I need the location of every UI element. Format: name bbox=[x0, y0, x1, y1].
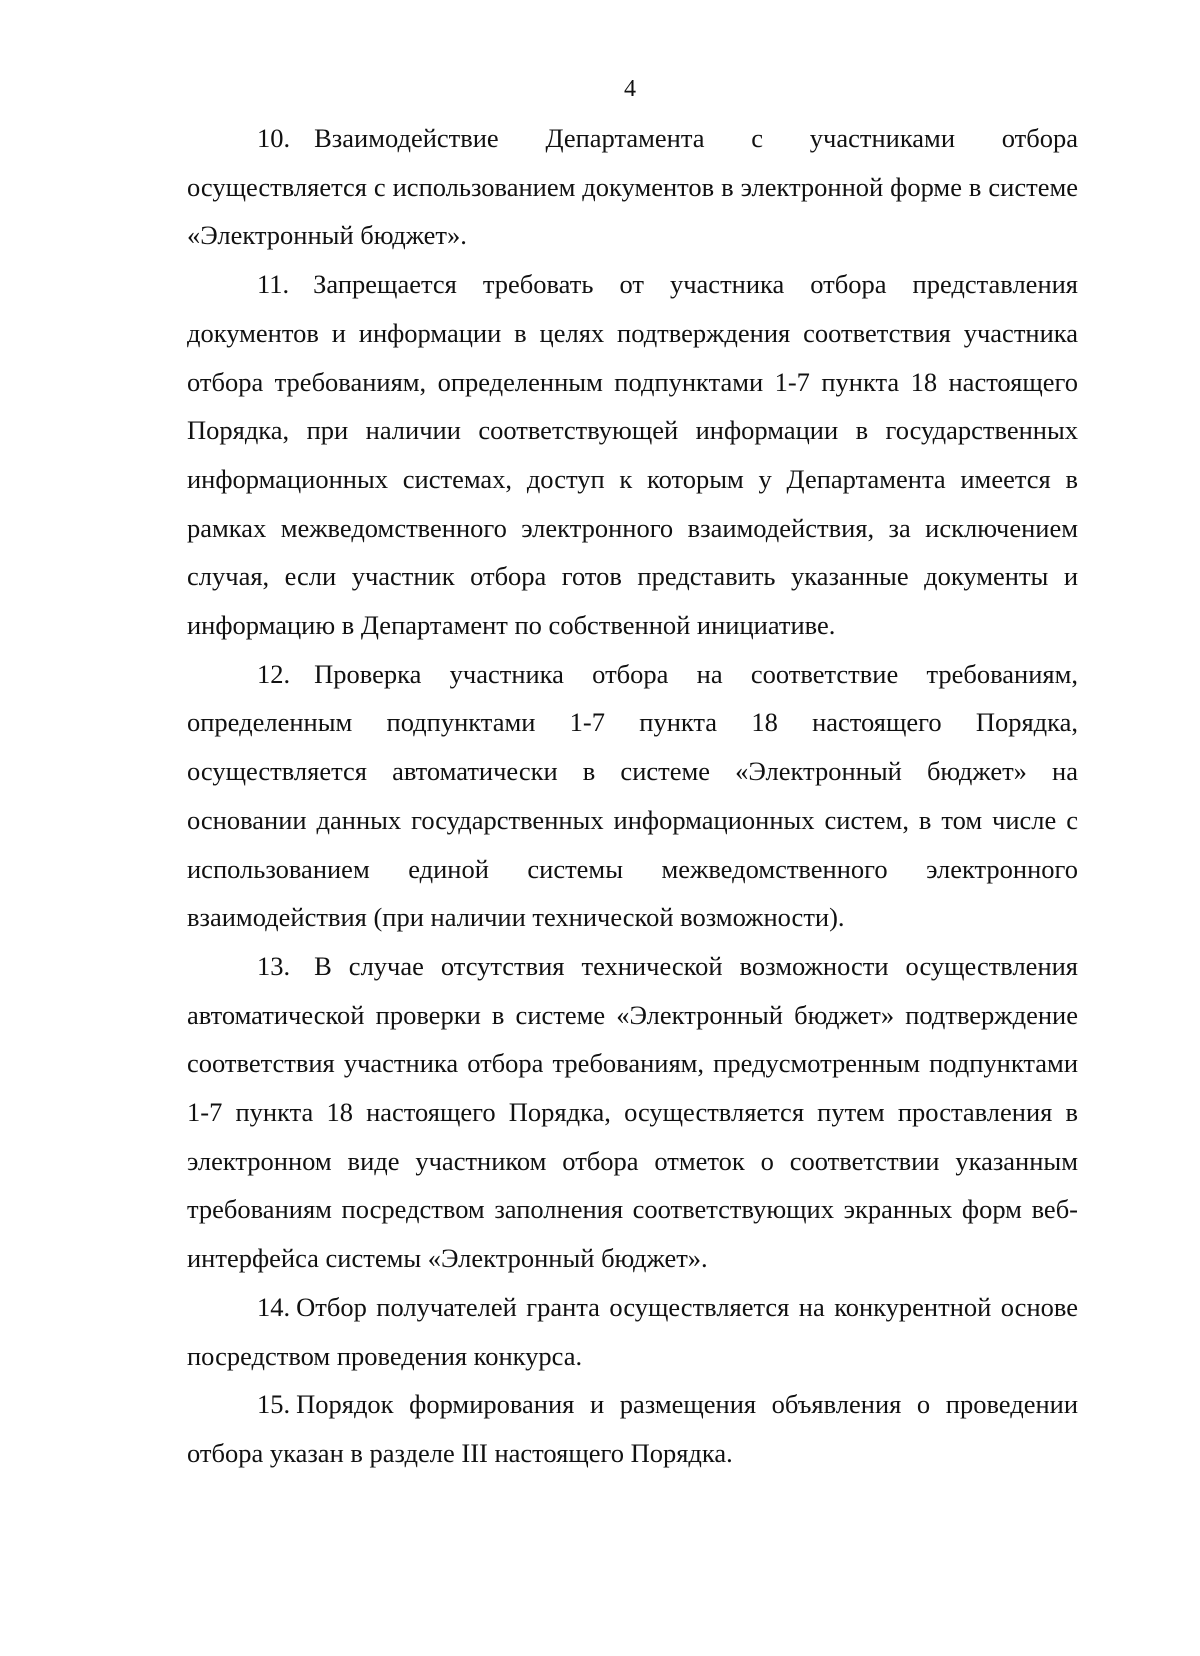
paragraph-text: Взаимодействие Департамента с участниками отбора осуществляется с использованием документов в электронной форме в системе «Электронный бюджет». bbox=[187, 123, 1078, 251]
paragraph-12 bbox=[187, 650, 1078, 942]
paragraph-text: Отбор получателей гранта осуществляется на конкурентной основе посредством проведения конкурса. bbox=[187, 1291, 1078, 1371]
paragraph-14 bbox=[187, 1283, 1078, 1380]
paragraph-number: 14. bbox=[257, 1291, 291, 1322]
paragraph-text: Запрещается требовать от участника отбора представления документов и информации в целях подтверждения соответствия участника отбора требованиям, определенным подпунктами 1-7 пункта 18 настоящего Порядка, при наличии соответствующей информации в государственных информационных системах, доступ к которым у Департамента имеется в рамках межведомственного электронного взаимодействия, за исключением случая, если участник отбора готов представить указанные документы и информацию в Департамент по собственной инициативе. bbox=[187, 269, 1078, 641]
paragraph-number: 15. bbox=[257, 1389, 291, 1420]
paragraph-text: Порядок формирования и размещения объявления о проведении отбора указан в разделе III настоящего Порядка. bbox=[187, 1389, 1078, 1468]
paragraph-number: 10. bbox=[257, 123, 291, 153]
paragraph-text: В случае отсутствия технической возможности осуществления автоматической проверки в системе «Электронный бюджет» подтверждение соответствия участника отбора требованиям, предусмотренным подпунктами 1-7 пункта 18 настоящего Порядка, осуществляется путем проставления в электронном виде участником отбора отметок о соответствии указанным требованиям посредством заполнения соответствующих экранных форм веб-интерфейса системы «Электронный бюджет». bbox=[187, 950, 1078, 1274]
paragraph-text: Проверка участника отбора на соответствие требованиям, определенным подпунктами 1-7 пункта 18 настоящего Порядка, осуществляется автоматически в системе «Электронный бюджет» на основании данных государственных информационных систем, в том числе с использованием единой системы межведомственного электронного взаимодействия (при наличии технической возможности). bbox=[187, 658, 1078, 933]
paragraph-number: 12. bbox=[257, 658, 291, 689]
paragraph-13 bbox=[187, 942, 1078, 1283]
paragraph-11 bbox=[187, 260, 1078, 650]
paragraph-10 bbox=[187, 114, 1078, 260]
paragraph-number: 13. bbox=[257, 950, 291, 981]
paragraph-15 bbox=[187, 1380, 1078, 1477]
page-number: 4 bbox=[624, 76, 636, 102]
paragraph-number: 11. bbox=[257, 269, 290, 300]
document-body bbox=[187, 114, 1078, 1478]
